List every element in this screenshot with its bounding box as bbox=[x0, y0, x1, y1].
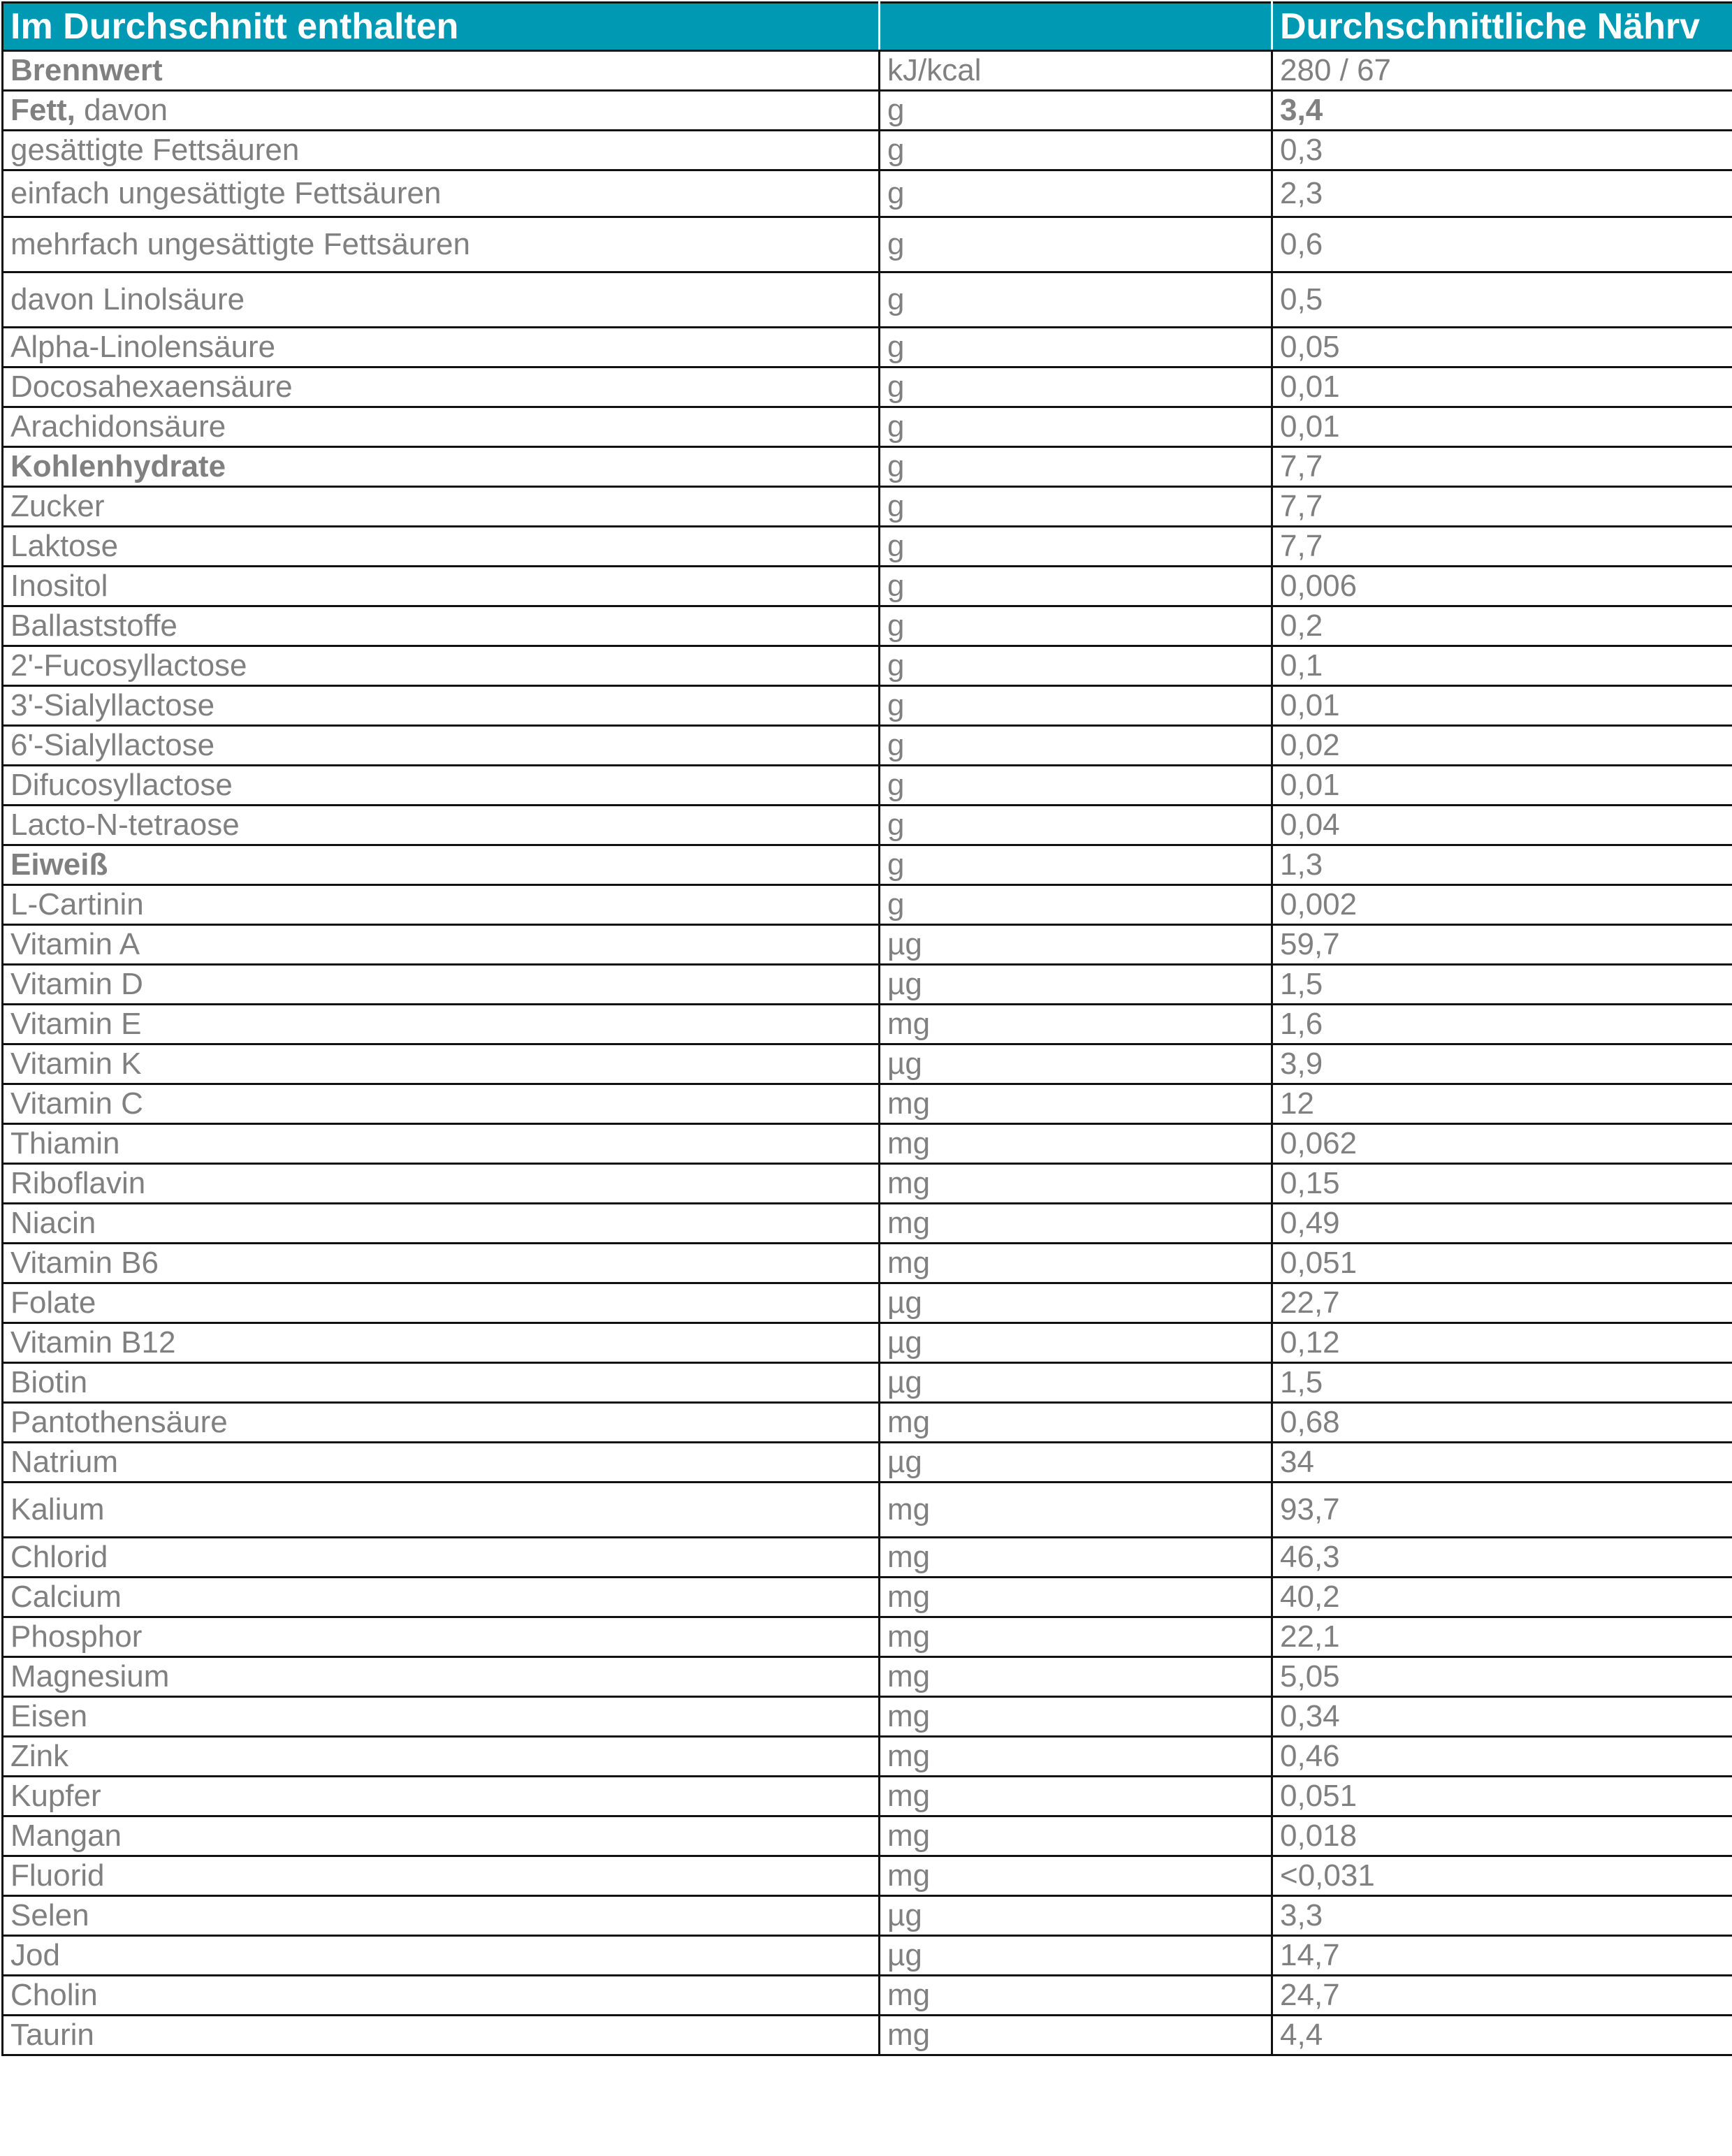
nutrient-value: 22,1 bbox=[1272, 1617, 1732, 1657]
nutrient-value: 0,04 bbox=[1272, 806, 1732, 845]
table-row bbox=[3, 1204, 1732, 1244]
nutrient-name bbox=[3, 845, 880, 885]
nutrient-name bbox=[3, 1697, 880, 1737]
table-row bbox=[3, 1816, 1732, 1856]
nutrient-unit: g bbox=[880, 527, 1272, 567]
nutrient-label: Fett, bbox=[10, 93, 75, 127]
nutrient-value: 0,01 bbox=[1272, 367, 1732, 407]
nutrient-name bbox=[3, 646, 880, 686]
nutrient-value: 0,02 bbox=[1272, 726, 1732, 766]
nutrient-value: 0,3 bbox=[1272, 131, 1732, 170]
nutrient-value: 3,9 bbox=[1272, 1044, 1732, 1084]
nutrient-label: Natrium bbox=[10, 1445, 119, 1479]
header-value: Durchschnittliche Nährv bbox=[1272, 3, 1732, 51]
nutrient-value: 1,6 bbox=[1272, 1005, 1732, 1044]
nutrient-unit: µg bbox=[880, 1363, 1272, 1403]
table-row bbox=[3, 766, 1732, 806]
nutrient-unit: kJ/kcal bbox=[880, 51, 1272, 91]
nutrient-name bbox=[3, 1657, 880, 1697]
nutrient-name bbox=[3, 806, 880, 845]
nutrient-value: 40,2 bbox=[1272, 1578, 1732, 1617]
nutrient-unit: g bbox=[880, 217, 1272, 272]
nutrient-name bbox=[3, 1244, 880, 1283]
header-unit bbox=[880, 3, 1272, 51]
nutrition-table bbox=[1, 1, 1732, 2056]
table-row bbox=[3, 1323, 1732, 1363]
table-row bbox=[3, 328, 1732, 367]
nutrient-label: Folate bbox=[10, 1285, 96, 1320]
table-row bbox=[3, 367, 1732, 407]
nutrient-value: 0,051 bbox=[1272, 1777, 1732, 1816]
table-row bbox=[3, 1403, 1732, 1443]
nutrient-name bbox=[3, 2016, 880, 2055]
nutrient-unit: µg bbox=[880, 1936, 1272, 1976]
nutrient-name bbox=[3, 91, 880, 131]
nutrient-name bbox=[3, 170, 880, 217]
nutrient-label: Eiweiß bbox=[10, 847, 108, 882]
nutrient-name bbox=[3, 1204, 880, 1244]
nutrient-unit: g bbox=[880, 131, 1272, 170]
nutrient-label: Biotin bbox=[10, 1365, 88, 1399]
nutrient-label: Kohlenhydrate bbox=[10, 449, 226, 483]
nutrient-name bbox=[3, 965, 880, 1005]
nutrient-name bbox=[3, 487, 880, 527]
nutrient-unit: mg bbox=[880, 1403, 1272, 1443]
nutrient-value: 0,062 bbox=[1272, 1124, 1732, 1164]
table-row bbox=[3, 1777, 1732, 1816]
nutrient-unit: g bbox=[880, 845, 1272, 885]
nutrient-name bbox=[3, 1323, 880, 1363]
table-row bbox=[3, 170, 1732, 217]
table-row bbox=[3, 527, 1732, 567]
table-row bbox=[3, 806, 1732, 845]
nutrient-unit: mg bbox=[880, 1204, 1272, 1244]
nutrient-value: 34 bbox=[1272, 1443, 1732, 1483]
nutrient-unit: µg bbox=[880, 965, 1272, 1005]
nutrient-label: 6'-Sialyllactose bbox=[10, 728, 215, 762]
nutrient-label: Selen bbox=[10, 1898, 89, 1932]
nutrient-label: Niacin bbox=[10, 1206, 96, 1240]
nutrient-label: Jod bbox=[10, 1938, 60, 1972]
nutrient-name bbox=[3, 726, 880, 766]
nutrient-unit: mg bbox=[880, 1617, 1272, 1657]
nutrient-name bbox=[3, 686, 880, 726]
nutrient-value: 0,1 bbox=[1272, 646, 1732, 686]
nutrient-unit: µg bbox=[880, 1443, 1272, 1483]
nutrient-label: gesättigte Fettsäuren bbox=[10, 133, 300, 167]
nutrient-label: Kupfer bbox=[10, 1779, 101, 1813]
table-row bbox=[3, 1896, 1732, 1936]
nutrient-label: Difucosyllactose bbox=[10, 768, 233, 802]
table-row bbox=[3, 726, 1732, 766]
nutrient-unit: µg bbox=[880, 1283, 1272, 1323]
table-row bbox=[3, 646, 1732, 686]
nutrient-name bbox=[3, 1777, 880, 1816]
nutrient-unit: g bbox=[880, 686, 1272, 726]
nutrient-label: Pantothensäure bbox=[10, 1405, 228, 1439]
header-nutrient: Im Durchschnitt enthalten bbox=[3, 3, 880, 51]
table-row bbox=[3, 567, 1732, 606]
nutrient-label: Ballaststoffe bbox=[10, 609, 177, 643]
nutrient-unit: µg bbox=[880, 925, 1272, 965]
nutrient-name bbox=[3, 1164, 880, 1204]
nutrient-unit: mg bbox=[880, 1084, 1272, 1124]
nutrient-unit: mg bbox=[880, 1483, 1272, 1538]
nutrient-value: 2,3 bbox=[1272, 170, 1732, 217]
nutrient-value: <0,031 bbox=[1272, 1856, 1732, 1896]
nutrient-value: 7,7 bbox=[1272, 447, 1732, 487]
table-row bbox=[3, 51, 1732, 91]
table-header-row bbox=[3, 3, 1732, 51]
table-row bbox=[3, 1005, 1732, 1044]
nutrient-label: Zink bbox=[10, 1739, 69, 1773]
nutrient-label: Phosphor bbox=[10, 1619, 143, 1654]
table-body bbox=[3, 51, 1732, 2055]
nutrient-label: Brennwert bbox=[10, 53, 163, 87]
nutrient-value: 280 / 67 bbox=[1272, 51, 1732, 91]
nutrient-name bbox=[3, 1084, 880, 1124]
nutrient-name bbox=[3, 447, 880, 487]
table-row bbox=[3, 1697, 1732, 1737]
nutrient-name bbox=[3, 1403, 880, 1443]
table-row bbox=[3, 487, 1732, 527]
nutrient-value: 22,7 bbox=[1272, 1283, 1732, 1323]
nutrient-unit: g bbox=[880, 766, 1272, 806]
nutrient-unit: g bbox=[880, 367, 1272, 407]
nutrient-label: Docosahexaensäure bbox=[10, 370, 293, 404]
nutrient-label: Kalium bbox=[10, 1492, 105, 1527]
nutrient-value: 0,12 bbox=[1272, 1323, 1732, 1363]
nutrient-unit: mg bbox=[880, 1578, 1272, 1617]
nutrient-name bbox=[3, 1483, 880, 1538]
nutrient-name bbox=[3, 1816, 880, 1856]
nutrient-label: Riboflavin bbox=[10, 1166, 146, 1200]
nutrient-value: 0,6 bbox=[1272, 217, 1732, 272]
nutrient-unit: mg bbox=[880, 1976, 1272, 2016]
nutrient-value: 0,05 bbox=[1272, 328, 1732, 367]
nutrient-value: 3,4 bbox=[1272, 91, 1732, 131]
nutrient-unit: mg bbox=[880, 1164, 1272, 1204]
nutrient-name bbox=[3, 925, 880, 965]
nutrient-name bbox=[3, 766, 880, 806]
table-row bbox=[3, 1483, 1732, 1538]
nutrient-value: 7,7 bbox=[1272, 527, 1732, 567]
nutrient-name bbox=[3, 131, 880, 170]
nutrient-name bbox=[3, 328, 880, 367]
nutrient-name bbox=[3, 1005, 880, 1044]
nutrient-value: 0,34 bbox=[1272, 1697, 1732, 1737]
nutrient-unit: g bbox=[880, 328, 1272, 367]
table-row bbox=[3, 1244, 1732, 1283]
nutrient-unit: mg bbox=[880, 1005, 1272, 1044]
nutrient-value: 0,49 bbox=[1272, 1204, 1732, 1244]
nutrient-unit: g bbox=[880, 806, 1272, 845]
nutrient-value: 0,2 bbox=[1272, 606, 1732, 646]
table-row bbox=[3, 1617, 1732, 1657]
table-row bbox=[3, 2016, 1732, 2055]
nutrient-value: 0,01 bbox=[1272, 407, 1732, 447]
nutrient-unit: g bbox=[880, 606, 1272, 646]
nutrient-label: Vitamin C bbox=[10, 1086, 143, 1121]
nutrient-name bbox=[3, 1124, 880, 1164]
nutrient-unit: µg bbox=[880, 1323, 1272, 1363]
nutrient-name bbox=[3, 272, 880, 328]
nutrient-unit: g bbox=[880, 567, 1272, 606]
nutrient-label: Inositol bbox=[10, 569, 108, 603]
table-row bbox=[3, 965, 1732, 1005]
nutrient-label: Fluorid bbox=[10, 1858, 105, 1893]
table-row bbox=[3, 1578, 1732, 1617]
nutrient-label: Vitamin B6 bbox=[10, 1246, 159, 1280]
nutrient-label: Chlorid bbox=[10, 1540, 108, 1574]
nutrient-label: Vitamin B12 bbox=[10, 1325, 176, 1360]
nutrient-name bbox=[3, 1283, 880, 1323]
nutrient-label: Magnesium bbox=[10, 1659, 170, 1694]
nutrient-suffix: davon bbox=[75, 93, 168, 127]
nutrient-unit: mg bbox=[880, 1244, 1272, 1283]
table-row bbox=[3, 686, 1732, 726]
nutrient-label: Alpha-Linolensäure bbox=[10, 330, 276, 364]
nutrient-unit: mg bbox=[880, 2016, 1272, 2055]
nutrient-name bbox=[3, 367, 880, 407]
table-row bbox=[3, 606, 1732, 646]
nutrient-value: 0,01 bbox=[1272, 766, 1732, 806]
nutrient-unit: g bbox=[880, 170, 1272, 217]
nutrient-name bbox=[3, 567, 880, 606]
nutrient-label: Laktose bbox=[10, 529, 119, 563]
nutrient-value: 0,051 bbox=[1272, 1244, 1732, 1283]
table-row bbox=[3, 91, 1732, 131]
nutrient-unit: g bbox=[880, 885, 1272, 925]
nutrient-value: 0,15 bbox=[1272, 1164, 1732, 1204]
table-row bbox=[3, 407, 1732, 447]
nutrient-value: 24,7 bbox=[1272, 1976, 1732, 2016]
nutrient-unit: mg bbox=[880, 1856, 1272, 1896]
nutrient-value: 0,5 bbox=[1272, 272, 1732, 328]
table-row bbox=[3, 217, 1732, 272]
table-row bbox=[3, 1538, 1732, 1578]
nutrient-label: Zucker bbox=[10, 489, 105, 523]
table-row bbox=[3, 1657, 1732, 1697]
nutrient-unit: g bbox=[880, 272, 1272, 328]
nutrient-unit: mg bbox=[880, 1657, 1272, 1697]
nutrient-label: Vitamin A bbox=[10, 927, 140, 961]
nutrient-label: Thiamin bbox=[10, 1126, 120, 1160]
table-row bbox=[3, 845, 1732, 885]
nutrient-name bbox=[3, 217, 880, 272]
nutrient-unit: mg bbox=[880, 1737, 1272, 1777]
nutrient-value: 3,3 bbox=[1272, 1896, 1732, 1936]
nutrient-label: Cholin bbox=[10, 1978, 98, 2012]
nutrient-name bbox=[3, 606, 880, 646]
nutrient-value: 1,5 bbox=[1272, 1363, 1732, 1403]
table-row bbox=[3, 1443, 1732, 1483]
nutrient-unit: µg bbox=[880, 1044, 1272, 1084]
nutrient-name bbox=[3, 527, 880, 567]
table-row bbox=[3, 1936, 1732, 1976]
nutrient-name bbox=[3, 1976, 880, 2016]
nutrient-label: Eisen bbox=[10, 1699, 88, 1733]
nutrient-unit: g bbox=[880, 646, 1272, 686]
table-row bbox=[3, 1856, 1732, 1896]
table-row bbox=[3, 925, 1732, 965]
nutrient-name bbox=[3, 407, 880, 447]
table-row bbox=[3, 1084, 1732, 1124]
nutrient-label: Vitamin E bbox=[10, 1007, 142, 1041]
nutrient-value: 4,4 bbox=[1272, 2016, 1732, 2055]
nutrient-unit: mg bbox=[880, 1697, 1272, 1737]
nutrient-name bbox=[3, 885, 880, 925]
nutrient-name bbox=[3, 1363, 880, 1403]
table-row bbox=[3, 1363, 1732, 1403]
nutrient-unit: g bbox=[880, 726, 1272, 766]
nutrient-name bbox=[3, 1856, 880, 1896]
table-row bbox=[3, 447, 1732, 487]
nutrient-name bbox=[3, 1896, 880, 1936]
nutrient-label: Vitamin K bbox=[10, 1047, 142, 1081]
nutrient-value: 93,7 bbox=[1272, 1483, 1732, 1538]
nutrient-value: 0,46 bbox=[1272, 1737, 1732, 1777]
nutrient-unit: mg bbox=[880, 1816, 1272, 1856]
nutrient-value: 0,01 bbox=[1272, 686, 1732, 726]
nutrient-label: Arachidonsäure bbox=[10, 409, 226, 444]
nutrient-value: 0,002 bbox=[1272, 885, 1732, 925]
nutrient-value: 59,7 bbox=[1272, 925, 1732, 965]
nutrient-value: 0,68 bbox=[1272, 1403, 1732, 1443]
nutrient-label: Calcium bbox=[10, 1580, 122, 1614]
nutrient-name bbox=[3, 1538, 880, 1578]
table-row bbox=[3, 1164, 1732, 1204]
nutrient-label: mehrfach ungesättigte Fettsäuren bbox=[10, 227, 470, 261]
nutrient-label: davon Linolsäure bbox=[10, 282, 245, 316]
nutrient-value: 14,7 bbox=[1272, 1936, 1732, 1976]
nutrient-value: 1,3 bbox=[1272, 845, 1732, 885]
table-row bbox=[3, 1737, 1732, 1777]
nutrient-unit: g bbox=[880, 407, 1272, 447]
table-row bbox=[3, 1283, 1732, 1323]
nutrient-value: 0,006 bbox=[1272, 567, 1732, 606]
nutrient-unit: g bbox=[880, 91, 1272, 131]
nutrient-unit: mg bbox=[880, 1538, 1272, 1578]
nutrient-value: 5,05 bbox=[1272, 1657, 1732, 1697]
nutrient-label: einfach ungesättigte Fettsäuren bbox=[10, 176, 442, 210]
nutrient-label: 2'-Fucosyllactose bbox=[10, 648, 247, 683]
nutrient-name bbox=[3, 1737, 880, 1777]
nutrient-label: Vitamin D bbox=[10, 967, 143, 1001]
nutrient-value: 46,3 bbox=[1272, 1538, 1732, 1578]
nutrient-value: 0,018 bbox=[1272, 1816, 1732, 1856]
nutrient-label: Taurin bbox=[10, 2018, 94, 2052]
nutrient-value: 12 bbox=[1272, 1084, 1732, 1124]
table-row bbox=[3, 885, 1732, 925]
nutrient-label: L-Cartinin bbox=[10, 887, 144, 922]
nutrient-label: Mangan bbox=[10, 1819, 122, 1853]
table-row bbox=[3, 1976, 1732, 2016]
nutrient-unit: µg bbox=[880, 1896, 1272, 1936]
nutrient-label: 3'-Sialyllactose bbox=[10, 688, 215, 722]
nutrient-value: 7,7 bbox=[1272, 487, 1732, 527]
nutrient-unit: mg bbox=[880, 1777, 1272, 1816]
nutrient-name bbox=[3, 1617, 880, 1657]
nutrient-value: 1,5 bbox=[1272, 965, 1732, 1005]
nutrient-name bbox=[3, 1443, 880, 1483]
nutrient-unit: g bbox=[880, 447, 1272, 487]
nutrient-label: Lacto-N-tetraose bbox=[10, 808, 240, 842]
table-row bbox=[3, 1044, 1732, 1084]
nutrient-unit: mg bbox=[880, 1124, 1272, 1164]
nutrient-name bbox=[3, 51, 880, 91]
nutrient-name bbox=[3, 1044, 880, 1084]
nutrient-unit: g bbox=[880, 487, 1272, 527]
nutrient-name bbox=[3, 1578, 880, 1617]
table-row bbox=[3, 1124, 1732, 1164]
nutrient-name bbox=[3, 1936, 880, 1976]
table-row bbox=[3, 131, 1732, 170]
table-row bbox=[3, 272, 1732, 328]
